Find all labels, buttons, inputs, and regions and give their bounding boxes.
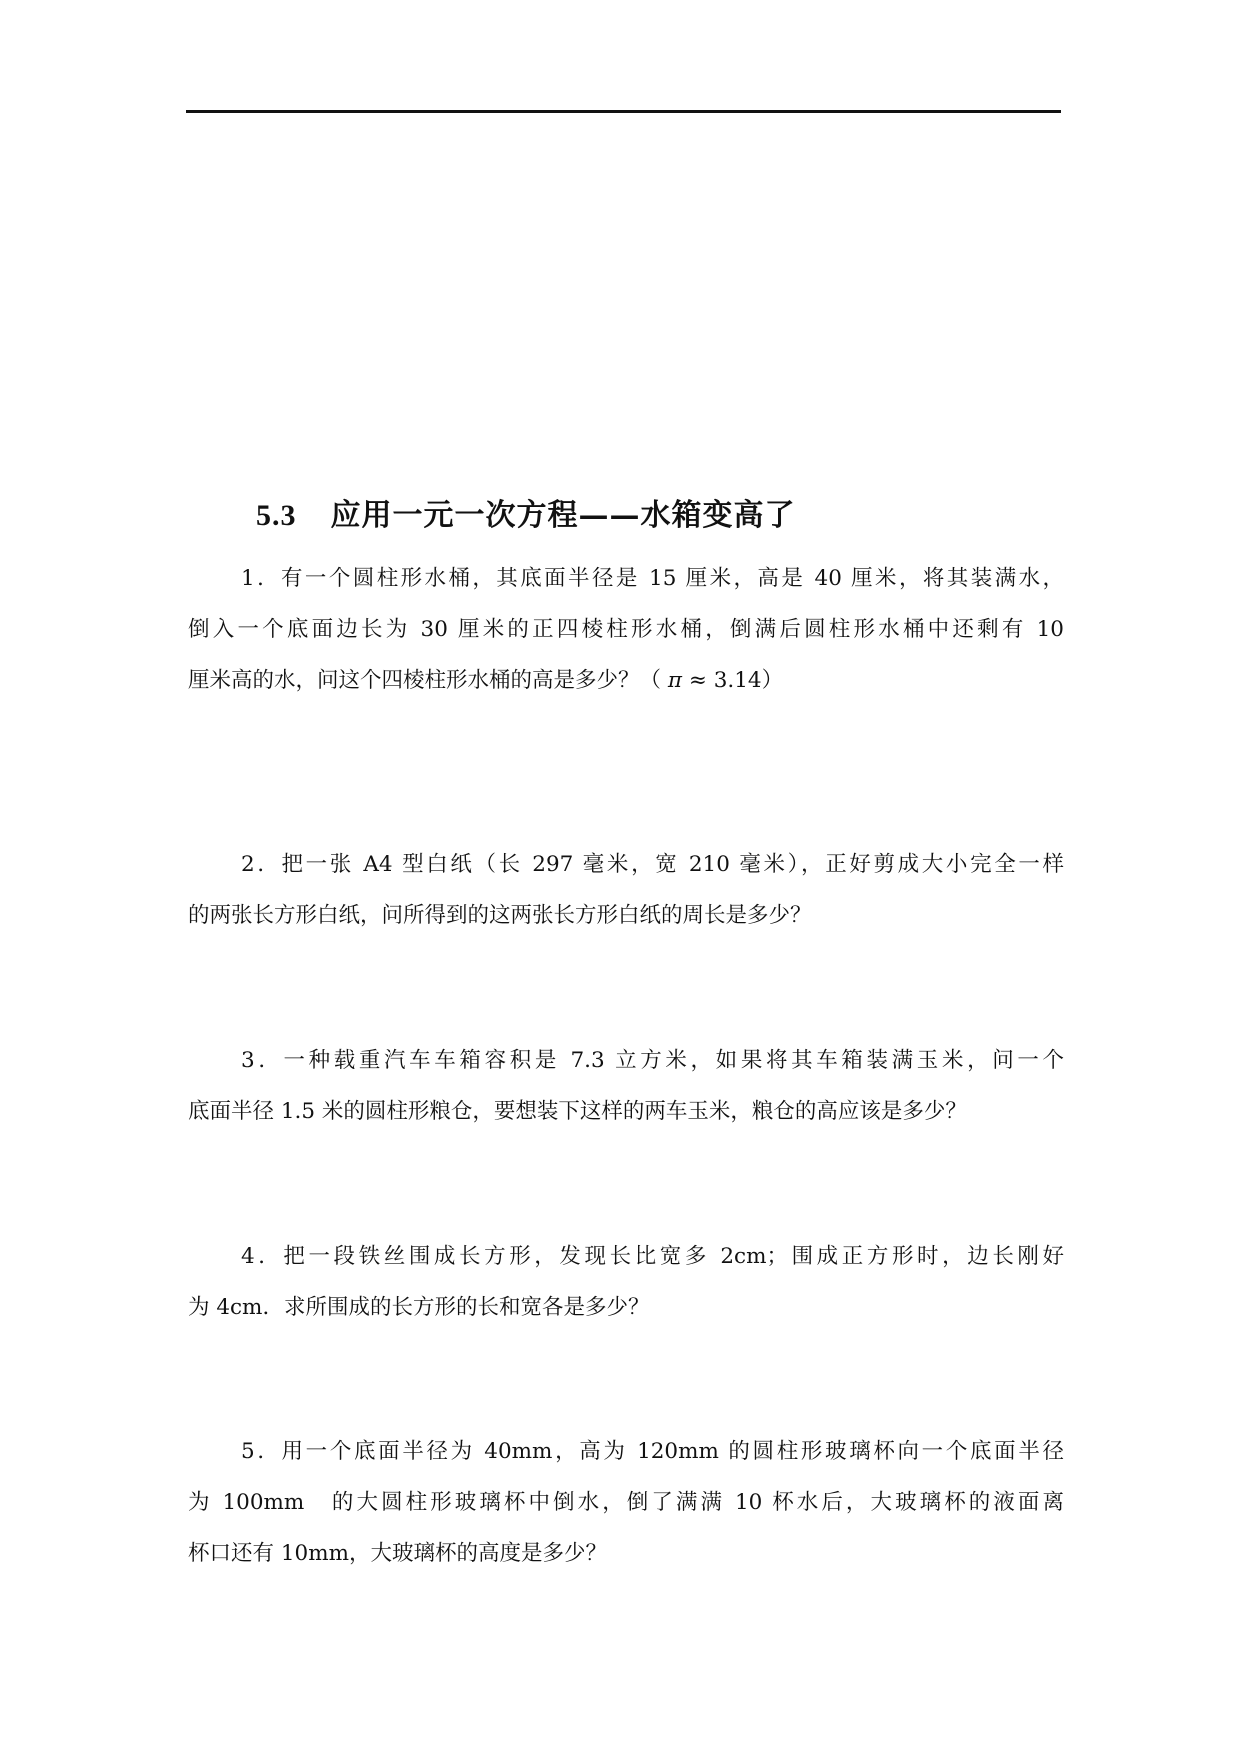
problem-3-line-1: 3．一种载重汽车车箱容积是 7.3 立方米，如果将其车箱装满玉米，问一个 <box>241 1048 1064 1073</box>
problem-2-line-2: 的两张长方形白纸，问所得到的这两张长方形白纸的周长是多少？ <box>188 903 812 928</box>
section-title-text: 应用一元一次方程——水箱变高了 <box>330 498 796 533</box>
problem-4-line-2: 为 4cm．求所围成的长方形的长和宽各是多少？ <box>188 1295 650 1320</box>
problem-4 <box>188 1231 1064 1333</box>
problem-1-line-2: 倒入一个底面边长为 30 厘米的正四棱柱形水桶，倒满后圆柱形水桶中还剩有 10 <box>188 617 1064 642</box>
problem-5-line-1: 5．用一个底面半径为 40mm，高为 120mm 的圆柱形玻璃杯向一个底面半径 <box>241 1439 1064 1464</box>
problem-1-line-1: 1．有一个圆柱形水桶，其底面半径是 15 厘米，高是 40 厘米，将其装满水， <box>241 566 1064 591</box>
problem-4-line-1: 4．把一段铁丝围成长方形，发现长比宽多 2cm；围成正方形时，边长刚好 <box>241 1244 1064 1269</box>
problem-1-line-3-text: 厘米高的水，问这个四棱柱形水桶的高是多少？（ <box>188 668 662 693</box>
problem-5 <box>188 1426 1064 1579</box>
problem-3-line-2: 底面半径 1.5 米的圆柱形粮仓，要想装下这样的两车玉米，粮仓的高应该是多少？ <box>188 1099 967 1124</box>
section-title <box>256 490 796 534</box>
problem-1 <box>188 553 1064 706</box>
problem-2-line-1: 2．把一张 A4 型白纸（长 297 毫米，宽 210 毫米），正好剪成大小完全一样 <box>241 852 1064 877</box>
pi-symbol: π <box>667 668 682 693</box>
problem-2 <box>188 839 1064 941</box>
section-number: 5.3 <box>256 499 297 532</box>
problem-1-pi-value: 3.14） <box>713 668 784 693</box>
problem-1-line-3 <box>188 655 1064 706</box>
approx-symbol: ≈ <box>688 668 707 693</box>
problem-3 <box>188 1035 1064 1137</box>
problem-5-line-2: 为 100mm 的大圆柱形玻璃杯中倒水，倒了满满 10 杯水后，大玻璃杯的液面离 <box>188 1490 1064 1515</box>
header-rule <box>186 110 1061 113</box>
problem-5-line-3: 杯口还有 10mm，大玻璃杯的高度是多少？ <box>188 1541 607 1566</box>
